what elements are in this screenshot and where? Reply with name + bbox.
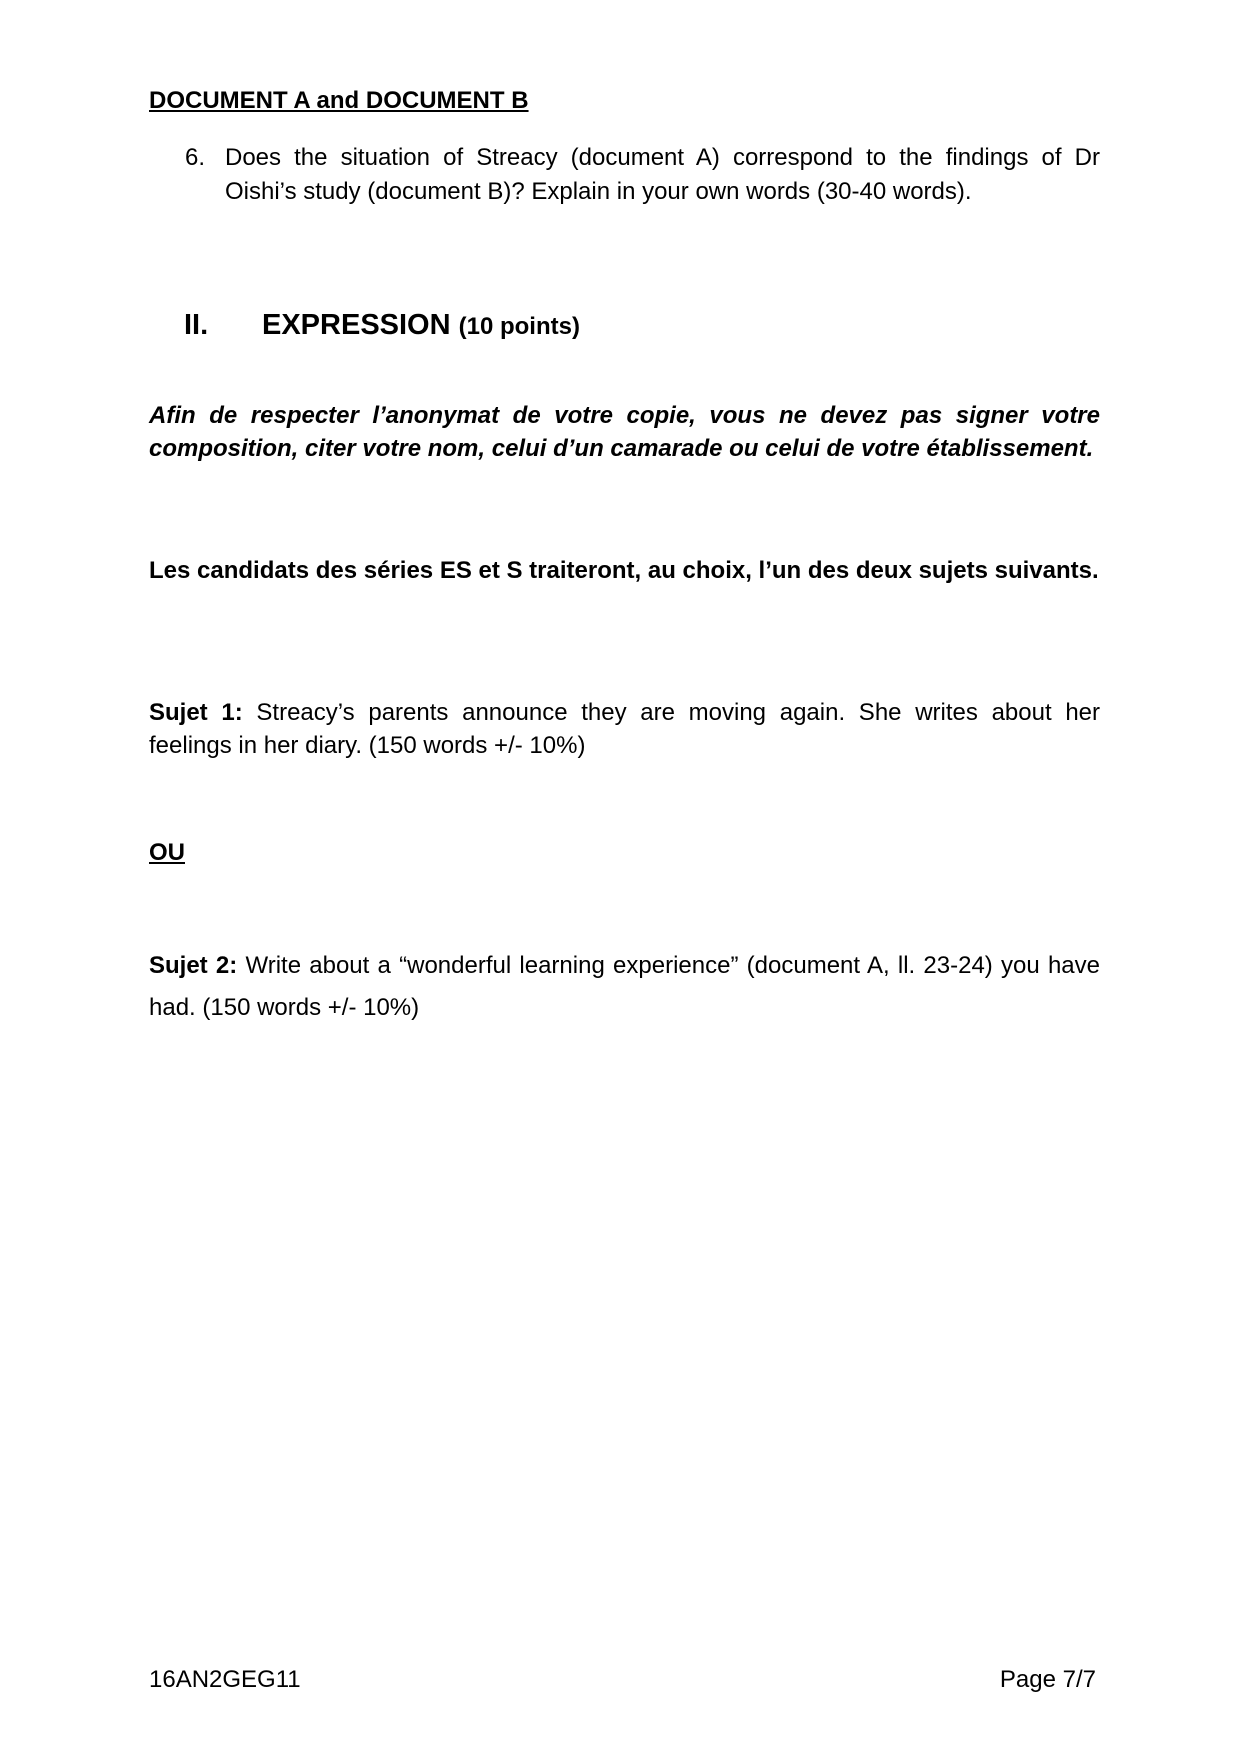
section-numeral: II.	[184, 309, 209, 341]
sujet-2-label: Sujet 2:	[149, 952, 238, 979]
sujet-2-text: Write about a “wonderful learning experience” (document A, ll. 23-24) you have had. (150 words +/- 10%)	[149, 952, 1100, 1021]
section-points: (10 points)	[458, 313, 580, 340]
sujet-2	[149, 945, 1100, 1029]
section-title	[184, 307, 580, 345]
sujet-1-text: Streacy’s parents announce they are moving again. She writes about her feelings in her diary. (150 words +/- 10%)	[149, 699, 1100, 759]
sujet-1	[149, 696, 1100, 762]
page-number: Page 7/7	[999, 1666, 1096, 1693]
anonymity-notice: Afin de respecter l’anonymat de votre copie, vous ne devez pas signer votre composition, citer votre nom, celui d’un camarade ou celui de votre établissement.	[149, 402, 1100, 462]
instructions: Les candidats des séries ES et S traiteront, au choix, l’un des deux sujets suivants.	[149, 557, 1099, 584]
section-name: EXPRESSION	[262, 309, 451, 341]
sujet-1-label: Sujet 1:	[149, 699, 243, 726]
question-6	[185, 141, 1100, 209]
question-number: 6.	[185, 144, 206, 171]
document-heading: DOCUMENT A and DOCUMENT B	[149, 87, 529, 114]
question-text: Does the situation of Streacy (document A) correspond to the findings of Dr Oishi’s study (document B)? Explain in your own words (30-40 words).	[225, 144, 1100, 205]
footer-code: 16AN2GEG11	[149, 1666, 301, 1693]
or-label: OU	[149, 839, 185, 866]
